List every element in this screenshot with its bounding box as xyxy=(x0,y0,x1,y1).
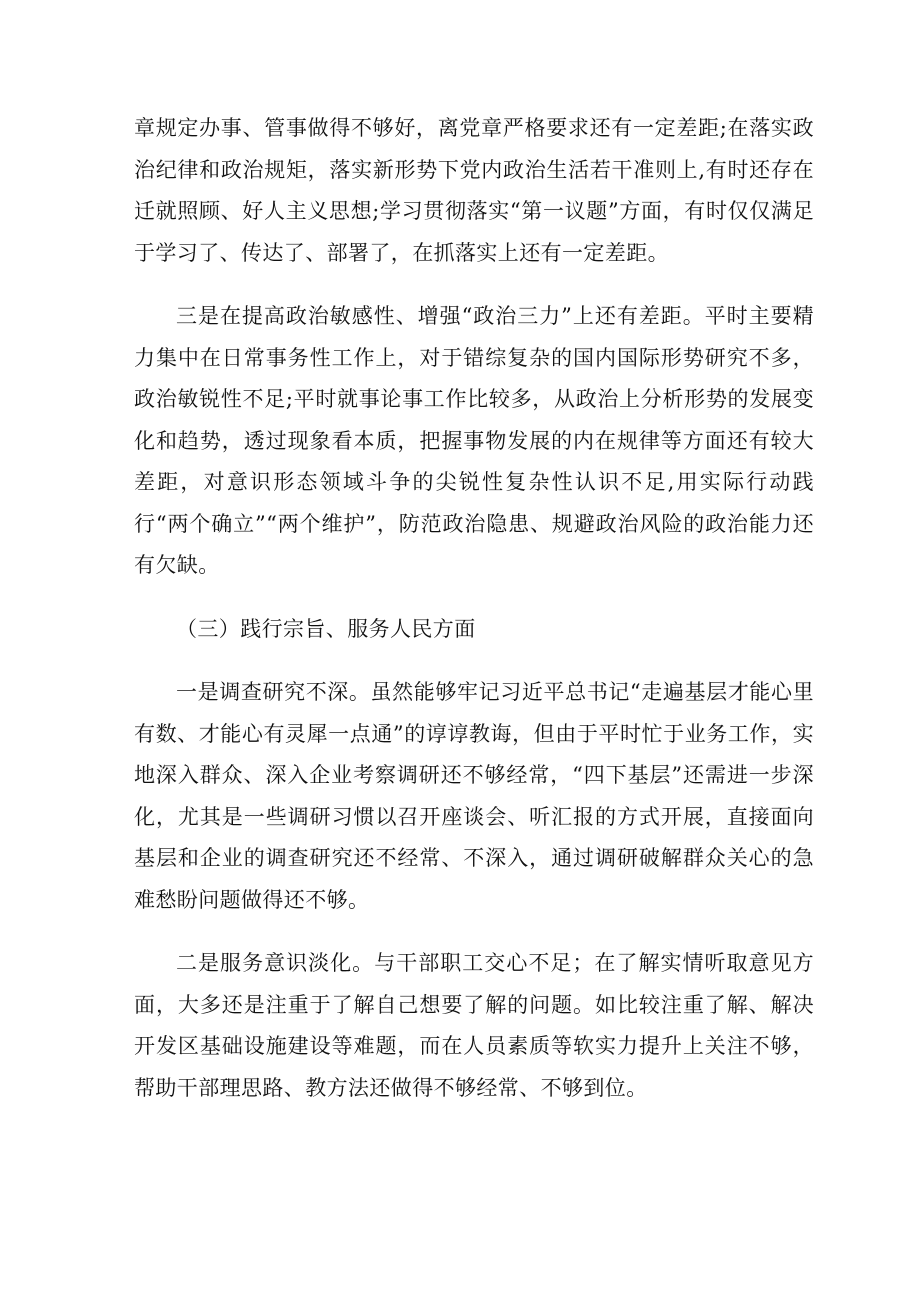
document-page xyxy=(134,108,814,1109)
paragraph-political-sensitivity: 三是在提高政治敏感性、增强“政治三力”上还有差距。平时主要精力集中在日常事务性工作上，对于错综复杂的国内国际形势研究不多，政治敏锐性不足;平时就事论事工作比较多，从政治上分析形势的发展变化和趋势，透过现象看本质，把握事物发展的内在规律等方面还有较大差距，对意识形态领域斗争的尖锐性复杂性认识不足,用实际行动践行“两个确立”“两个维护”，防范政治隐患、规避政治风险的政治能力还有欠缺。 xyxy=(134,304,814,577)
paragraph-service-awareness: 二是服务意识淡化。与干部职工交心不足；在了解实情听取意见方面，大多还是注重于了解自己想要了解的问题。如比较注重了解、解决开发区基础设施建设等难题，而在人员素质等软实力提升上关注不够，帮助干部理思路、教方法还做得不够经常、不够到位。 xyxy=(134,951,814,1100)
paragraph-research: 一是调查研究不深。虽然能够牢记习近平总书记“走遍基层才能心里有数、才能心有灵犀一点通”的谆谆教诲，但由于平时忙于业务工作，实地深入群众、深入企业考察调研还不够经常，“四下基层”还需进一步深化，尤其是一些调研习惯以召开座谈会、听汇报的方式开展，直接面向基层和企业的调查研究还不经常、不深入，通过调研破解群众关心的急难愁盼问题做得还不够。 xyxy=(134,680,814,912)
section-heading: （三）践行宗旨、服务人民方面 xyxy=(176,616,476,641)
paragraph-continuation: 章规定办事、管事做得不够好，离党章严格要求还有一定差距;在落实政治纪律和政治规矩，落实新形势下党内政治生活若干准则上,有时还存在迁就照顾、好人主义思想;学习贯彻落实“第一议题”方面，有时仅仅满足于学习了、传达了、部署了，在抓落实上还有一定差距。 xyxy=(134,116,814,265)
